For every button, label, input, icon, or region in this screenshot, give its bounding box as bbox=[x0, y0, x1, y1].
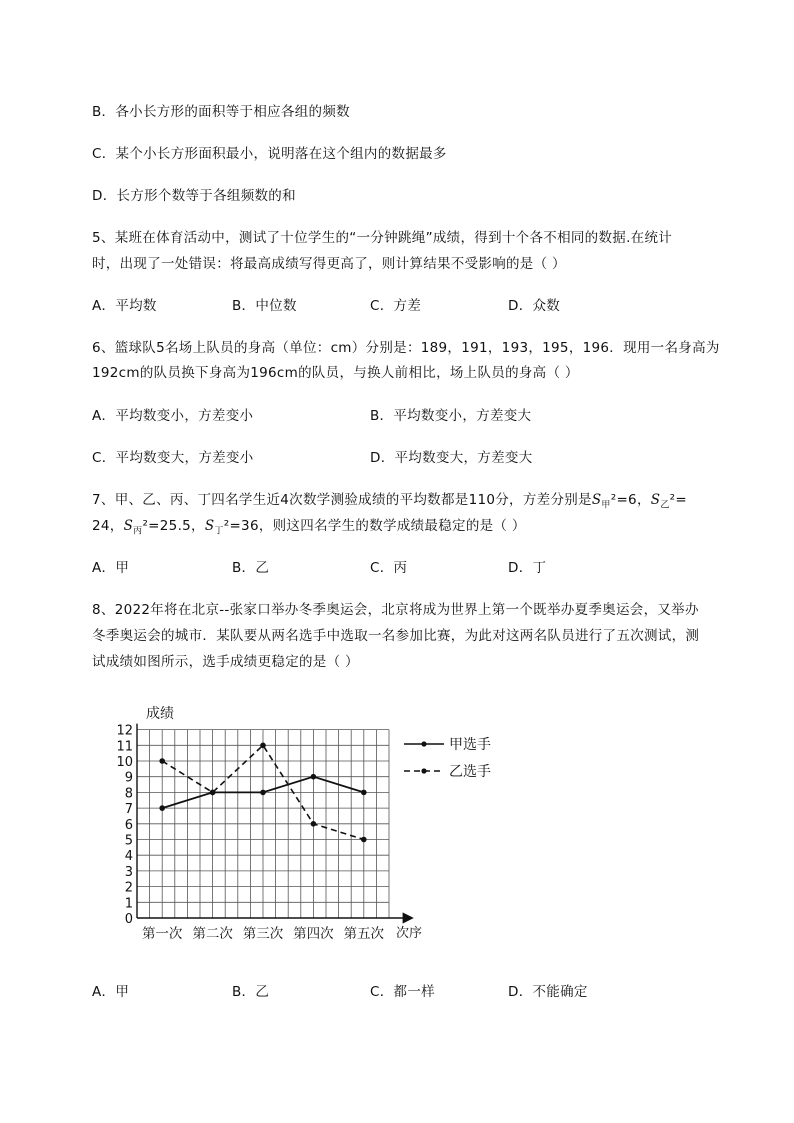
q7-option-a: A．甲 bbox=[92, 560, 130, 576]
data-point bbox=[260, 790, 266, 796]
x-tick-label: 第五次 bbox=[343, 926, 385, 942]
data-point bbox=[311, 774, 317, 780]
q8-option-a: A．甲 bbox=[92, 984, 130, 1000]
q8-stem-line2: 冬季奥运会的城市．某队要从两名选手中选取一名参加比赛，为此对这两名队员进行了五次测试，测 bbox=[92, 628, 700, 644]
y-tick-label: 12 bbox=[116, 723, 133, 739]
y-tick-label: 6 bbox=[124, 817, 133, 833]
y-tick-label: 8 bbox=[124, 786, 133, 802]
q5-stem-line1: 5、某班在体育活动中，测试了十位学生的“一分钟跳绳”成绩，得到十个各不相同的数据.在统计 bbox=[92, 230, 673, 246]
q4-option-c: C．某个小长方形面积最小，说明落在这个组内的数据最多 bbox=[92, 146, 447, 162]
chart-legend bbox=[404, 737, 491, 780]
y-axis-label: 成绩 bbox=[146, 706, 174, 722]
subscript-yi: 乙 bbox=[660, 500, 670, 511]
q8-stem-line3: 试成绩如图所示，选手成绩更稳定的是（ ） bbox=[92, 654, 359, 670]
q7-option-d: D．丁 bbox=[508, 560, 547, 576]
legend-marker bbox=[421, 768, 426, 773]
data-point bbox=[260, 743, 266, 749]
variance-symbol: S bbox=[650, 492, 661, 508]
variance-symbol: S bbox=[591, 492, 602, 508]
legend-label: 乙选手 bbox=[449, 764, 491, 780]
x-tick-label: 第二次 bbox=[192, 926, 233, 942]
y-tick-label: 4 bbox=[124, 849, 133, 865]
y-tick-label: 0 bbox=[124, 912, 133, 927]
data-point bbox=[210, 790, 216, 796]
q7-option-b: B．乙 bbox=[232, 560, 270, 576]
variance-symbol: S bbox=[204, 518, 215, 534]
chart-axes bbox=[137, 724, 411, 918]
q8-option-d: D．不能确定 bbox=[508, 984, 588, 1000]
data-point bbox=[159, 805, 165, 811]
y-tick-label: 1 bbox=[124, 896, 133, 912]
q7-option-c: C．丙 bbox=[370, 560, 408, 576]
variance-yi-value: 24， bbox=[92, 518, 124, 534]
data-point bbox=[159, 758, 165, 764]
legend-marker bbox=[421, 741, 426, 746]
variance-symbol: S bbox=[123, 518, 134, 534]
data-point bbox=[311, 821, 317, 827]
y-tick-label: 5 bbox=[124, 833, 133, 849]
legend-label: 甲选手 bbox=[449, 737, 491, 753]
q4-option-d: D．长方形个数等于各组频数的和 bbox=[92, 188, 296, 204]
q7-stem-line1 bbox=[92, 488, 687, 511]
subscript-ding: 丁 bbox=[214, 526, 224, 537]
x-tick-label: 第四次 bbox=[293, 926, 334, 942]
q7-stem-line2 bbox=[92, 514, 526, 537]
subscript-jia: 甲 bbox=[601, 500, 611, 511]
subscript-bing: 丙 bbox=[133, 526, 143, 537]
q6-stem-line2: 192cm的队员换下身高为196cm的队员，与换人前相比，场上队员的身高（ ） bbox=[92, 365, 579, 381]
x-axis-label: 次序 bbox=[396, 926, 423, 941]
q4-option-b: B．各小长方形的面积等于相应各组的频数 bbox=[92, 104, 350, 120]
q5-option-b: B．中位数 bbox=[232, 298, 297, 314]
q7-stem-text: 7、甲、乙、丙、丁四名学生近4次数学测验成绩的平均数都是110分，方差分别是 bbox=[92, 492, 592, 508]
q6-stem-line1: 6、篮球队5名场上队员的身高（单位：cm）分别是：189，191，193，195，196．现用一名身高为 bbox=[92, 340, 720, 356]
q5-option-a: A．平均数 bbox=[92, 298, 157, 314]
q8-stem-line1: 8、2022年将在北京--张家口举办冬季奥运会，北京将成为世界上第一个既举办夏季奥运会，又举办 bbox=[92, 602, 699, 618]
q5-stem-line2: 时，出现了一处错误：将最高成绩写得更高了，则计算结果不受影响的是（ ） bbox=[92, 256, 566, 272]
x-tick-labels bbox=[142, 926, 385, 942]
variance-ding: ²=36，则这四名学生的数学成绩最稳定的是（ ） bbox=[223, 518, 526, 534]
variance-yi: ²= bbox=[669, 492, 687, 508]
y-tick-label: 11 bbox=[116, 739, 133, 755]
q6-option-c: C．平均数变大，方差变小 bbox=[92, 450, 254, 466]
q6-option-a: A．平均数变小，方差变小 bbox=[92, 408, 254, 424]
y-tick-label: 7 bbox=[124, 802, 133, 818]
q6-option-d: D．平均数变大，方差变大 bbox=[370, 450, 533, 466]
score-line-chart bbox=[110, 700, 491, 950]
q6-option-b: B．平均数变小，方差变大 bbox=[370, 408, 532, 424]
y-tick-label: 9 bbox=[124, 770, 133, 786]
variance-bing: ²=25.5， bbox=[142, 518, 205, 534]
q5-option-d: D．众数 bbox=[508, 298, 561, 314]
x-tick-label: 第三次 bbox=[242, 926, 284, 942]
y-tick-label: 3 bbox=[124, 864, 133, 880]
chart-grid bbox=[137, 730, 389, 918]
data-point bbox=[361, 790, 367, 796]
q5-option-c: C．方差 bbox=[370, 298, 422, 314]
variance-jia: ²=6， bbox=[610, 492, 651, 508]
q8-option-c: C．都一样 bbox=[370, 984, 435, 1000]
y-tick-label: 2 bbox=[124, 880, 133, 896]
y-tick-label: 10 bbox=[116, 755, 133, 770]
x-tick-label: 第一次 bbox=[141, 926, 183, 942]
q8-option-b: B．乙 bbox=[232, 984, 270, 1000]
y-tick-labels bbox=[116, 724, 133, 927]
data-point bbox=[361, 837, 367, 843]
